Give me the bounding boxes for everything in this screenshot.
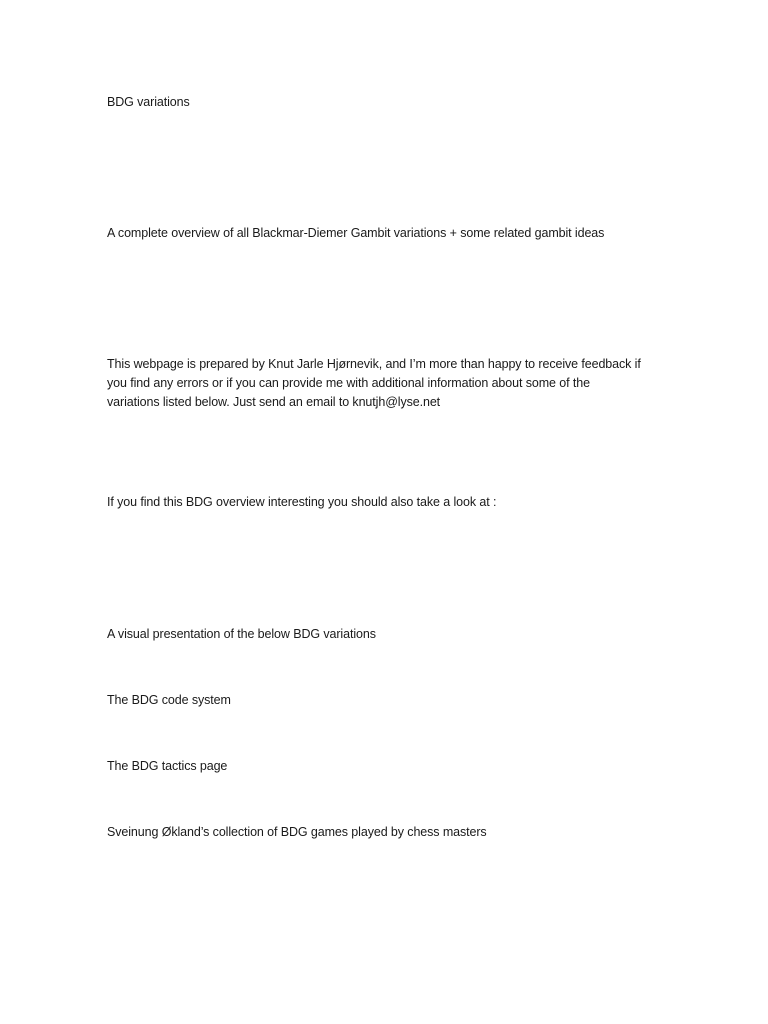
link-okland-collection[interactable]: Sveinung Økland’s collection of BDG games played by chess masters bbox=[107, 825, 487, 839]
document-subtitle: A complete overview of all Blackmar-Diemer Gambit variations + some related gambit ideas bbox=[107, 226, 605, 240]
intro-paragraph bbox=[107, 355, 667, 412]
intro-line: This webpage is prepared by Knut Jarle Hjørnevik, and I’m more than happy to receive feedback if bbox=[107, 357, 641, 371]
document-title: BDG variations bbox=[107, 95, 190, 109]
intro-line: you find any errors or if you can provide me with additional information about some of the bbox=[107, 376, 590, 390]
intro-line: variations listed below. Just send an email to knutjh@lyse.net bbox=[107, 395, 441, 409]
see-also-text: If you find this BDG overview interesting you should also take a look at : bbox=[107, 495, 497, 509]
link-bdg-tactics-page[interactable]: The BDG tactics page bbox=[107, 759, 228, 773]
link-visual-presentation[interactable]: A visual presentation of the below BDG variations bbox=[107, 627, 376, 641]
link-bdg-code-system[interactable]: The BDG code system bbox=[107, 693, 231, 707]
